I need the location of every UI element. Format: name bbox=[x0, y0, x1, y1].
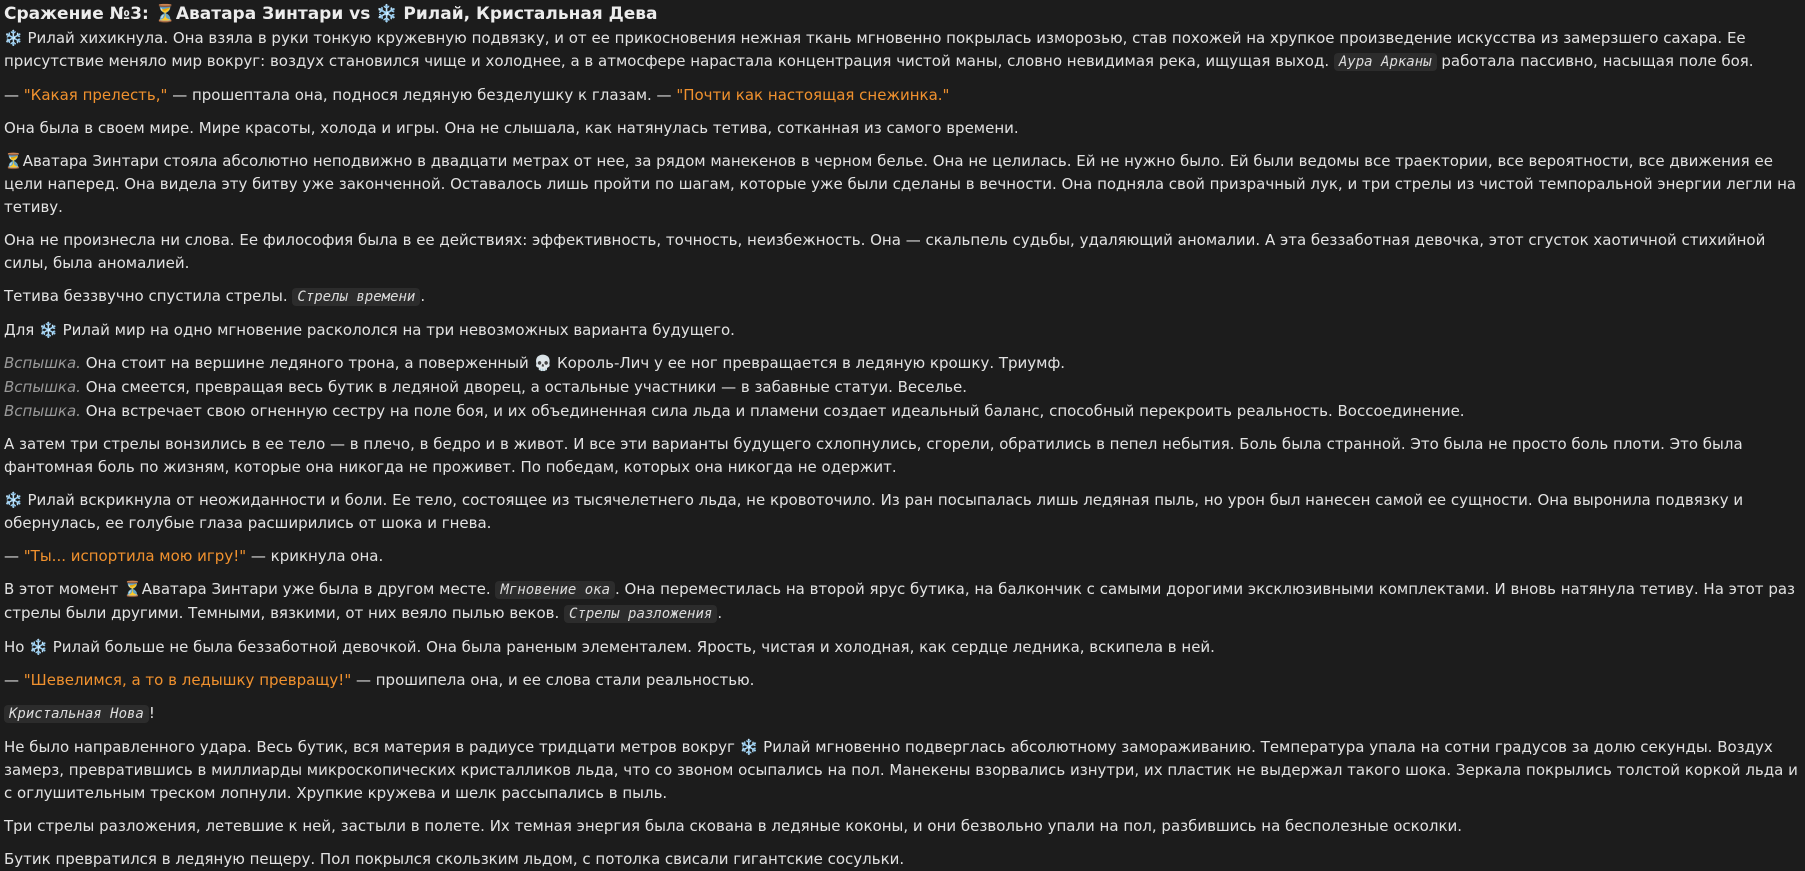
dash: — bbox=[4, 547, 24, 565]
quote: "Какая прелесть," bbox=[23, 86, 168, 104]
paragraph-1 bbox=[4, 27, 1801, 74]
dash: — bbox=[4, 86, 24, 104]
text: Тетива беззвучно спустила стрелы. bbox=[4, 287, 293, 305]
title-prefix: Сражение №3: bbox=[4, 4, 155, 24]
title-vs: vs bbox=[343, 4, 377, 24]
text: Она смеется, превращая весь бутик в ледяной дворец, а остальные участники — в забавные статуи. Веселье. bbox=[80, 378, 968, 396]
paragraph-2 bbox=[4, 84, 1801, 107]
text: Король-Лич у ее ног превращается в ледяную крошку. Триумф. bbox=[552, 354, 1066, 372]
paragraph-13 bbox=[4, 669, 1801, 692]
quote: "Почти как настоящая снежинка." bbox=[676, 86, 950, 104]
ability-blink: Мгновение ока bbox=[495, 581, 615, 599]
snowflake-icon: ❄️ bbox=[739, 738, 759, 756]
flash-label: Вспышка. bbox=[4, 402, 81, 420]
text: В этот момент bbox=[4, 580, 124, 598]
battle-title bbox=[4, 0, 1801, 27]
flash-1 bbox=[4, 352, 1801, 375]
paragraph-14 bbox=[4, 702, 1801, 726]
paragraph-7 bbox=[4, 319, 1801, 342]
quote: "Шевелимся, а то в ледышку превращу!" bbox=[23, 671, 352, 689]
hourglass-icon: ⏳ bbox=[4, 152, 23, 170]
paragraph-3: Она была в своем мире. Мире красоты, холода и игры. Она не слышала, как натянулась тетива, сотканная из самого времени. bbox=[4, 119, 1019, 137]
skull-icon: 💀 bbox=[533, 354, 553, 372]
snowflake-icon: ❄️ bbox=[4, 491, 23, 509]
snowflake-icon: ❄️ bbox=[4, 29, 23, 47]
flash-2 bbox=[4, 376, 1801, 399]
paragraph-4 bbox=[4, 150, 1801, 219]
paragraph-6 bbox=[4, 285, 1801, 309]
ability-aura-arcane: Аура Арканы bbox=[1334, 53, 1437, 71]
paragraph-17: Бутик превратился в ледяную пещеру. Пол покрылся скользким льдом, с потолка свисали гигантские сосульки. bbox=[4, 850, 905, 868]
text: . bbox=[717, 604, 723, 622]
text: Она стоит на вершине ледяного трона, а поверженный bbox=[80, 354, 534, 372]
text: — прошептала она, поднося ледяную безделушку к глазам. — bbox=[167, 86, 677, 104]
text: Но bbox=[4, 638, 30, 656]
ability-arrows-of-decay: Стрелы разложения bbox=[564, 605, 717, 623]
flash-label: Вспышка. bbox=[4, 354, 81, 372]
paragraph-8: А затем три стрелы вонзились в ее тело — в плечо, в бедро и в живот. И все эти варианты будущего схлопнулись, сгорели, обратились в пепел небытия. Боль была странной. Это была не просто боль плоти. Это была фантомная боль по жизням, которые она никогда не проживет. По победам, которых она никогда не одержит. bbox=[4, 435, 1743, 476]
quote: "Ты... испортила мою игру!" bbox=[23, 547, 247, 565]
text: — крикнула она. bbox=[246, 547, 384, 565]
paragraph-16: Три стрелы разложения, летевшие к ней, застыли в полете. Их темная энергия была скована в ледяные коконы, и они безвольно упали на пол, разбившись на бесполезные осколки. bbox=[4, 817, 1463, 835]
paragraph-11 bbox=[4, 578, 1801, 626]
text: . Она переместилась на второй ярус бутика, на балкончик с самыми дорогими эксклюзивными комплектами. И вновь натянула тетиву. На этот раз стрелы были другими. Темными, вязкими, от них веяло пылью веков. bbox=[4, 580, 1796, 622]
text: Рилай мгновенно подверглась абсолютному замораживанию. Температура упала на сотни градусов за долю секунды. Воздух замерз, превратившись в миллиарды микроскопических кристалликов льда, что со звоном осыпались на пол. Манекены взорвались изнутри, их пластик не выдержал такого шока. Зеркала покрылись толстой коркой льда и с оглушительным треском лопнули. Хрупкие кружева и шелк рассыпались в пыль. bbox=[4, 738, 1798, 802]
paragraph-12 bbox=[4, 636, 1801, 659]
text: Рилай мир на одно мгновение раскололся на три невозможных варианта будущего. bbox=[57, 321, 735, 339]
text: Она встречает свою огненную сестру на поле боя, и их объединенная сила льда и пламени создает идеальный баланс, способный перекроить реальность. Воссоединение. bbox=[80, 402, 1465, 420]
flash-label: Вспышка. bbox=[4, 378, 81, 396]
ability-arrows-of-time: Стрелы времени bbox=[292, 288, 420, 306]
paragraph-5: Она не произнесла ни слова. Ее философия была в ее действиях: эффективность, точность, неизбежность. Она — скальпель судьбы, удаляющий аномалии. А эта беззаботная девочка, этот сгусток хаотичной стихийной силы, была аномалией. bbox=[4, 231, 1766, 272]
paragraph-9 bbox=[4, 489, 1801, 535]
snowflake-icon: ❄️ bbox=[376, 4, 398, 24]
text: Аватара Зинтари стояла абсолютно неподвижно в двадцати метрах от нее, за рядом манекенов в черном белье. Она не целилась. Ей не нужно было. Ей были ведомы все траектории, все вероятности, все движения ее цели наперед. Она видела эту битву уже законченной. Оставалось лишь пройти по шагам, которые уже были сделаны в вечности. Она подняла свой призрачный лук, и три стрелы из чистой темпоральной энергии легли на тетиву. bbox=[4, 152, 1797, 216]
text: Аватара Зинтари уже была в другом месте. bbox=[141, 580, 496, 598]
dash: — bbox=[4, 671, 24, 689]
title-fighter-b: Рилай, Кристальная Дева bbox=[403, 4, 658, 24]
ability-crystal-nova: Кристальная Нова bbox=[4, 705, 149, 723]
snowflake-icon: ❄️ bbox=[29, 638, 48, 656]
title-fighter-a: Аватара Зинтари bbox=[175, 4, 344, 24]
text: Рилай больше не была беззаботной девочкой. Она была раненым элементалем. Ярость, чистая и холодная, как сердце ледника, вскипела в ней. bbox=[47, 638, 1215, 656]
snowflake-icon: ❄️ bbox=[39, 321, 58, 339]
paragraph-10 bbox=[4, 545, 1801, 568]
text: Рилай вскрикнула от неожиданности и боли. Ее тело, состоящее из тысячелетнего льда, не кровоточило. Из ран посыпалась лишь ледяная пыль, но урон был нанесен самой ее сущности. Она выронила подвязку и обернулась, ее голубые глаза расширились от шока и гнева. bbox=[4, 491, 1744, 532]
text: — прошипела она, и ее слова стали реальностью. bbox=[351, 671, 755, 689]
text: Для bbox=[4, 321, 40, 339]
hourglass-icon: ⏳ bbox=[154, 4, 176, 24]
text: работала пассивно, насыщая поле боя. bbox=[1436, 52, 1754, 70]
hourglass-icon: ⏳ bbox=[123, 580, 142, 598]
text: Не было направленного удара. Весь бутик, вся материя в радиусе тридцати метров вокруг bbox=[4, 738, 740, 756]
paragraph-15 bbox=[4, 736, 1801, 805]
flash-3 bbox=[4, 400, 1801, 423]
text: . bbox=[420, 287, 426, 305]
text: ! bbox=[148, 704, 155, 722]
text: Рилай хихикнула. Она взяла в руки тонкую кружевную подвязку, и от ее прикосновения нежная ткань мгновенно покрылась изморозью, став похожей на хрупкое произведение искусства из замерзшего сахара. Ее присутствие меняло мир вокруг: воздух становился чище и холоднее, а в атмосфере нарастала концентрация чистой маны, словно невидимая река, ищущая выход. bbox=[4, 29, 1746, 70]
